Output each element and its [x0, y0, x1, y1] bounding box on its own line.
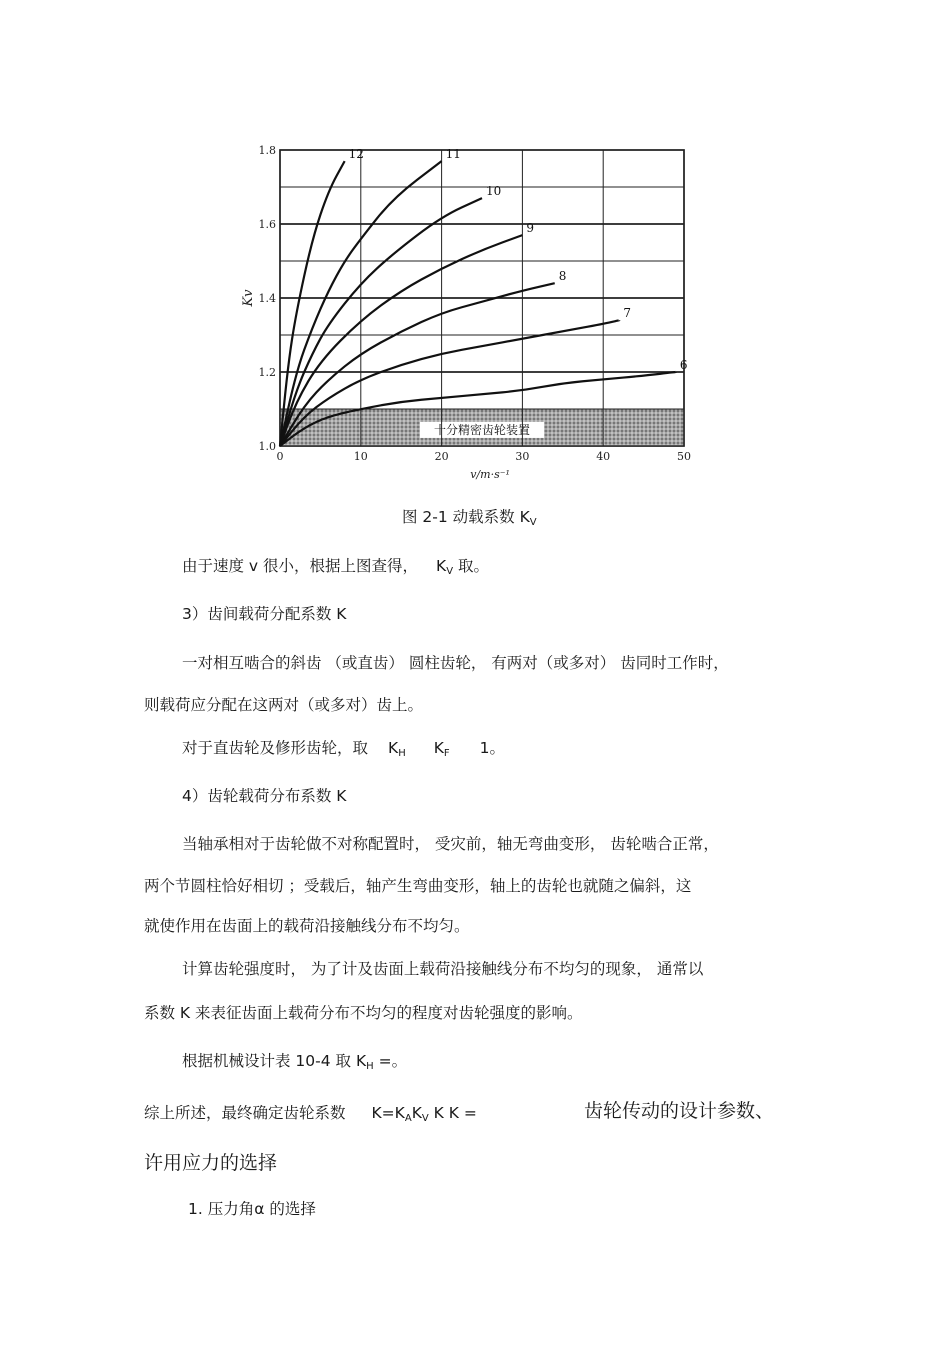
- p1-sub: V: [446, 566, 454, 577]
- paragraph-bearing-line3: 就使作用在齿面上的载荷沿接触线分布不均匀。: [144, 917, 470, 935]
- p9-formula-kv: K: [411, 1104, 422, 1122]
- figure-caption-text: 图 2-1 动载系数: [402, 508, 515, 526]
- paragraph-mesh-line2: 则载荷应分配在这两对（或多对）齿上。: [144, 696, 424, 714]
- curve-label-6: 6: [679, 358, 688, 372]
- paragraph-bearing-line1: 当轴承相对于齿轮做不对称配置时， 受灾前，轴无弯曲变形， 齿轮啮合正常，: [182, 835, 719, 853]
- figure-caption-symbol: K: [519, 508, 530, 526]
- paragraph-mesh-line1: 一对相互啮合的斜齿 （或直齿） 圆柱齿轮， 有两对（或多对） 齿同时工作时，: [182, 654, 729, 672]
- x-tick-label: 50: [677, 450, 691, 463]
- x-tick-label: 40: [596, 450, 611, 463]
- figure-caption-sub: V: [529, 517, 537, 528]
- p1-symbol: K: [436, 557, 447, 575]
- p8-sub: H: [366, 1061, 374, 1072]
- p8-text: 根据机械设计表 10-4 取 K: [182, 1052, 367, 1070]
- p9-sub-v: V: [421, 1113, 429, 1124]
- heading-load-share: 3）齿间载荷分配系数 K: [182, 605, 347, 623]
- p9-formula-rest: K K =: [428, 1104, 477, 1122]
- paragraph-kv-lookup: [182, 556, 489, 582]
- paragraph-spur-gear: [182, 738, 505, 764]
- p4-value: 1。: [479, 739, 506, 757]
- curve-label-8: 8: [558, 269, 567, 284]
- section-heading-part1: 齿轮传动的设计参数、: [584, 1100, 775, 1122]
- curve-label-7: 7: [623, 306, 632, 321]
- p4-kh-sub: H: [398, 748, 406, 759]
- y-tick-label: 1.0: [258, 440, 276, 453]
- paragraph-table-lookup: [182, 1051, 407, 1077]
- x-tick-label: 20: [434, 450, 449, 463]
- kv-chart-svg: [228, 128, 702, 482]
- x-tick-label: 30: [515, 450, 530, 463]
- x-axis-label: v/m·s⁻¹: [470, 468, 510, 481]
- p8-text-end: =。: [373, 1052, 408, 1070]
- p9-text: 综上所述，最终确定齿轮系数: [144, 1104, 346, 1122]
- y-tick-label: 1.2: [258, 366, 276, 379]
- y-tick-label: 1.6: [258, 218, 276, 231]
- y-tick-label: 1.4: [258, 292, 276, 305]
- p4-kf-sub: F: [443, 748, 450, 759]
- paragraph-summary: [144, 1103, 477, 1129]
- curve-label-10: 10: [486, 184, 502, 199]
- p4-kf: K: [433, 739, 444, 757]
- y-tick-label: 1.8: [258, 144, 276, 157]
- p4-kh: K: [388, 739, 399, 757]
- curve-label-9: 9: [526, 221, 535, 236]
- p1-text: 由于速度 v 很小，根据上图查得，: [182, 557, 419, 575]
- p9-formula-ka: K=K: [371, 1104, 405, 1122]
- x-tick-label: 0: [276, 450, 284, 463]
- x-tick-label: 10: [353, 450, 368, 463]
- p9-sub-a: A: [404, 1113, 412, 1124]
- subsection-pressure-angle: 1. 压力角α 的选择: [188, 1200, 316, 1218]
- kv-chart: [228, 128, 702, 482]
- heading-load-distribution: 4）齿轮载荷分布系数 K: [182, 787, 347, 805]
- figure-caption: [402, 505, 537, 528]
- paragraph-strength-line1: 计算齿轮强度时， 为了计及齿面上载荷沿接触线分布不均匀的现象， 通常以: [182, 960, 704, 978]
- paragraph-strength-line2: 系数 K 来表征齿面上载荷分布不均匀的程度对齿轮强度的影响。: [144, 1004, 583, 1022]
- paragraph-bearing-line2: 两个节圆柱恰好相切 ；受载后，轴产生弯曲变形，轴上的齿轮也就随之偏斜，这: [144, 877, 692, 895]
- curve-label-12: 12: [348, 147, 364, 162]
- curve-label-11: 11: [445, 147, 461, 162]
- shaded-region-label: 十分精密齿轮装置: [433, 422, 531, 437]
- p4-text: 对于直齿轮及修形齿轮，取: [182, 739, 369, 757]
- p1-text-end: 取。: [453, 557, 489, 575]
- y-axis-label: Kv: [241, 289, 256, 307]
- section-heading-part2: 许用应力的选择: [144, 1152, 278, 1174]
